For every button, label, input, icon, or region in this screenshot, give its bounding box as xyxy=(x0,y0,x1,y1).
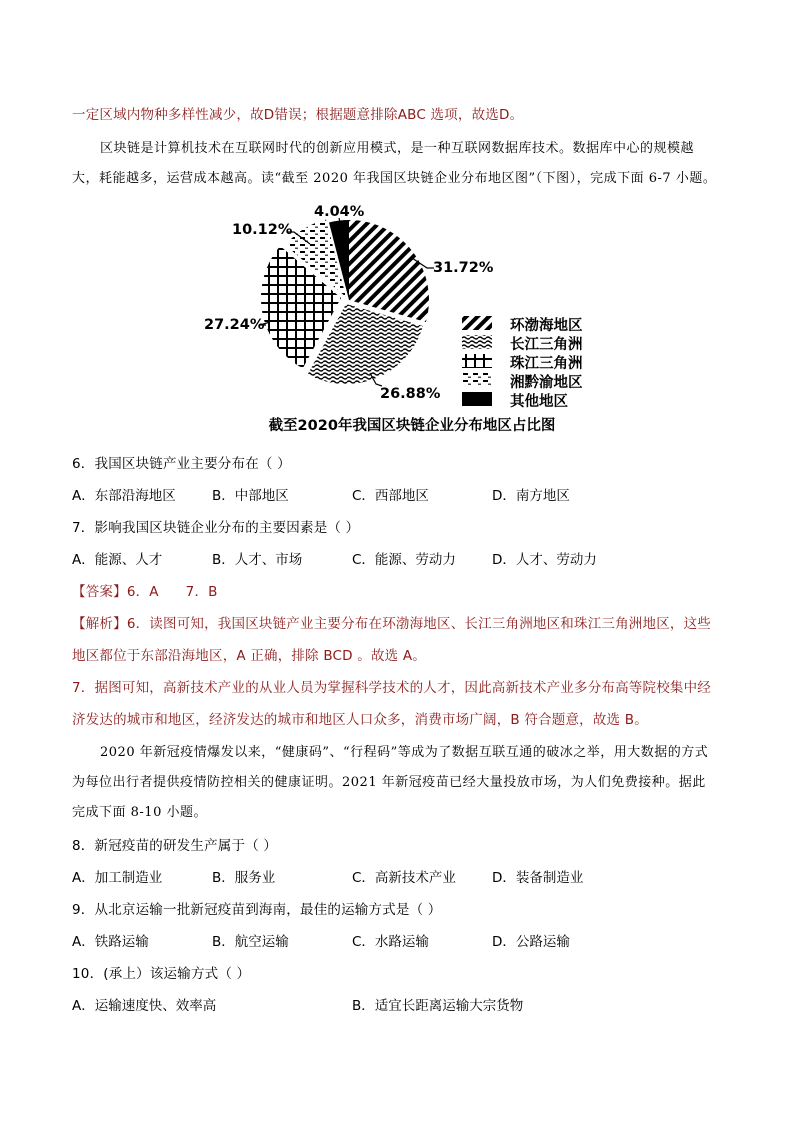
answer-label: 【答案】 xyxy=(72,584,127,600)
legend-huanbohai: 环渤海地区 xyxy=(510,318,583,334)
q6-option-b: B．中部地区 xyxy=(212,488,289,504)
q9-option-b: B．航空运输 xyxy=(212,934,289,950)
label-changjiang: 26.88% xyxy=(380,386,441,402)
q7-option-b: B．人才、市场 xyxy=(212,552,303,568)
question-10-stem: 10．(承上）该运输方式（ ） xyxy=(72,966,251,982)
analysis-line-2: 地区都位于东部沿海地区，A 正确，排除 BCD 。故选 A。 xyxy=(72,648,426,664)
slice-huanbohai xyxy=(349,220,429,322)
q10-option-b: B．适宜长距离运输大宗货物 xyxy=(352,998,524,1014)
label-huanbohai: 31.72% xyxy=(433,260,494,276)
q6-option-d: D．南方地区 xyxy=(492,488,570,504)
q9-option-d: D．公路运输 xyxy=(492,934,570,950)
q7-option-c: C．能源、劳动力 xyxy=(352,552,456,568)
q7-option-d: D．人才、劳动力 xyxy=(492,552,597,568)
passage-2-line-3: 完成下面 8-10 小题。 xyxy=(72,805,207,820)
q7-option-a: A．能源、人才 xyxy=(72,552,163,568)
legend-other: 其他地区 xyxy=(510,394,568,410)
question-9-stem: 9．从北京运输一批新冠疫苗到海南，最佳的运输方式是（ ） xyxy=(72,902,442,918)
q8-option-c: C．高新技术产业 xyxy=(352,870,456,886)
analysis-line-4: 济发达的城市和地区，经济发达的城市和地区人口众多，消费市场广阔，B 符合题意，故选 B。 xyxy=(72,712,648,728)
q9-option-c: C．水路运输 xyxy=(352,934,429,950)
pie-slices xyxy=(261,220,429,385)
passage-1-line-1: 区块链是计算机技术在互联网时代的创新应用模式，是一种互联网数据库技术。数据库中心的规模越 xyxy=(100,141,695,156)
passage-1-line-2: 大，耗能越多，运营成本越高。读“截至 2020 年我国区块链企业分布地区图”（下图），完成下面 6-7 小题。 xyxy=(72,171,717,186)
q8-option-b: B．服务业 xyxy=(212,870,276,886)
label-other: 4.04% xyxy=(314,204,365,220)
question-7-stem: 7．影响我国区块链企业分布的主要因素是（ ） xyxy=(72,520,360,536)
chart-title: 截至2020年我国区块链企业分布地区占比图 xyxy=(268,418,556,434)
label-zhujiang: 27.24% xyxy=(204,317,265,333)
analysis-label: 【解析】 xyxy=(72,616,127,632)
q8-option-d: D．装备制造业 xyxy=(492,870,584,886)
question-6-stem: 6．我国区块链产业主要分布在（ ） xyxy=(72,456,291,472)
q6-option-c: C．西部地区 xyxy=(352,488,429,504)
answer-text: 6．A 7．B xyxy=(126,584,218,600)
question-8-stem: 8．新冠疫苗的研发生产属于（ ） xyxy=(72,838,278,854)
q6-option-a: A．东部沿海地区 xyxy=(72,488,176,504)
explanation-tail: 一定区域内物种多样性减少，故D错误；根据题意排除ABC 选项，故选D。 xyxy=(72,107,524,123)
analysis-line-1: 【解析】6．读图可知，我国区块链产业主要分布在环渤海地区、长江三角洲地区和珠江三角洲地区，这些 xyxy=(72,616,712,632)
q8-option-a: A．加工制造业 xyxy=(72,870,163,886)
answer-line xyxy=(72,580,218,600)
label-xiangqianyu: 10.12% xyxy=(232,222,293,238)
passage-2-line-1: 2020 年新冠疫情爆发以来，“健康码”、“行程码”等成为了数据互联互通的破冰之举，用大数据的方式 xyxy=(100,745,709,760)
legend-changjiang: 长江三角洲 xyxy=(510,337,583,353)
q9-option-a: A．铁路运输 xyxy=(72,934,149,950)
passage-2-line-2: 为每位出行者提供疫情防控相关的健康证明。2021 年新冠疫苗已经大量投放市场，为人们免费接种。据此 xyxy=(72,775,706,790)
analysis-line-3: 7．据图可知，高新技术产业的从业人员为掌握科学技术的人才，因此高新技术产业多分布高等院校集中经 xyxy=(72,680,711,696)
pie-chart xyxy=(204,196,602,436)
legend-xiangqianyu: 湘黔渝地区 xyxy=(510,375,583,391)
legend-zhujiang: 珠江三角洲 xyxy=(510,356,583,372)
q10-option-a: A．运输速度快、效率高 xyxy=(72,998,217,1014)
